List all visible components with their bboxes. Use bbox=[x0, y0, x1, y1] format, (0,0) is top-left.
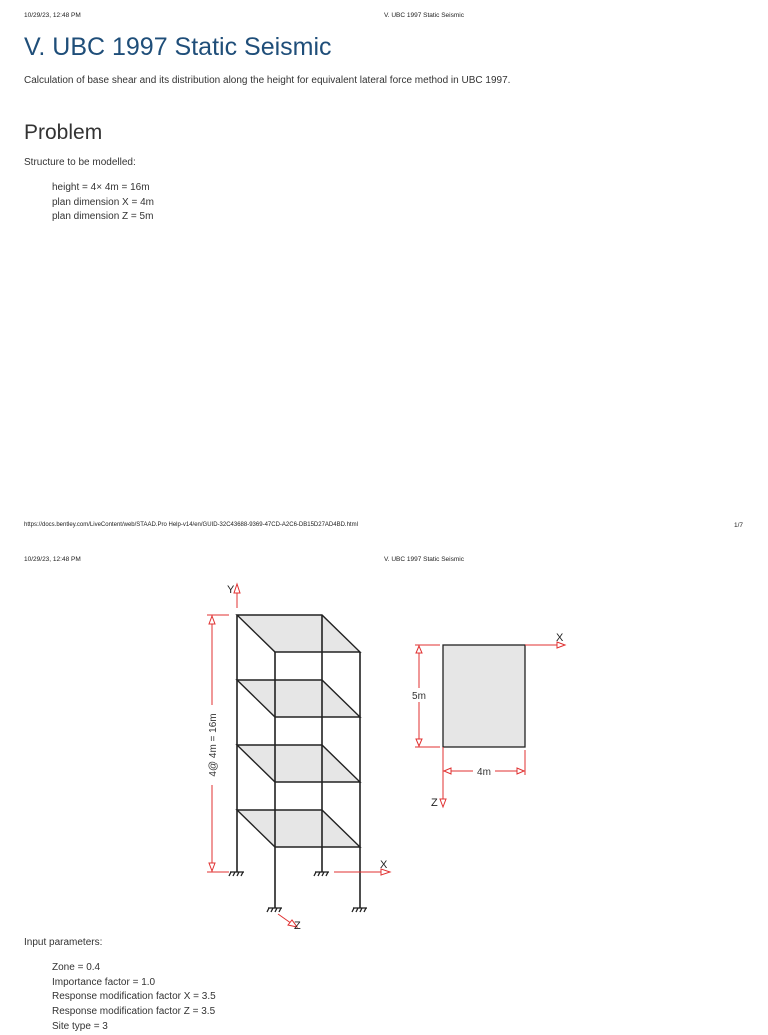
plan-view-diagram bbox=[400, 622, 580, 818]
plan-z-arrow-icon bbox=[440, 799, 446, 807]
page-title: V. UBC 1997 Static Seismic bbox=[24, 33, 332, 61]
floor-slab-2 bbox=[237, 745, 360, 782]
x-axis-label: X bbox=[380, 859, 388, 871]
z-axis-label: Z bbox=[294, 920, 301, 932]
frame-elevation-diagram bbox=[0, 570, 420, 940]
height-dimension-label: 4@ 4m = 16m bbox=[208, 713, 219, 777]
input-item-r-x: Response modification factor X = 3.5 bbox=[52, 991, 216, 1003]
input-parameters-label: Input parameters: bbox=[24, 937, 103, 948]
page1-header-title: V. UBC 1997 Static Seismic bbox=[384, 12, 464, 19]
roof-slab bbox=[237, 615, 360, 652]
input-item-r-z: Response modification factor Z = 3.5 bbox=[52, 1006, 216, 1018]
input-item-importance: Importance factor = 1.0 bbox=[52, 976, 156, 988]
intro-text: Calculation of base shear and its distribution along the height for equivalent lateral force method in UBC 1997. bbox=[24, 75, 511, 86]
y-axis-label: Y bbox=[227, 584, 235, 596]
plan-x-axis-label: X bbox=[556, 632, 564, 644]
structure-list bbox=[52, 181, 154, 225]
input-parameters-list bbox=[52, 961, 216, 1035]
structure-label: Structure to be modelled: bbox=[24, 157, 136, 168]
input-item-zone: Zone = 0.4 bbox=[52, 962, 101, 973]
problem-heading: Problem bbox=[24, 121, 103, 144]
fixed-supports bbox=[229, 872, 367, 912]
page1-footer-page-number: 1/7 bbox=[734, 522, 744, 529]
structure-item-plan-x: plan dimension X = 4m bbox=[52, 196, 155, 208]
plan-x-dimension-label: 4m bbox=[477, 767, 491, 778]
page1-header-date: 10/29/23, 12:48 PM bbox=[24, 12, 81, 19]
plan-z-dimension-label: 5m bbox=[412, 691, 426, 702]
floor-slab-3 bbox=[237, 680, 360, 717]
page2-header-title: V. UBC 1997 Static Seismic bbox=[384, 556, 464, 563]
plan-z-axis-label: Z bbox=[431, 797, 438, 809]
floor-slabs bbox=[237, 615, 360, 847]
structure-item-plan-z: plan dimension Z = 5m bbox=[52, 211, 154, 223]
floor-slab-1 bbox=[237, 810, 360, 847]
structure-item-height: height = 4× 4m = 16m bbox=[52, 182, 150, 193]
plan-rectangle bbox=[443, 645, 525, 747]
y-axis-arrow-icon bbox=[234, 584, 240, 593]
input-item-site-type: Site type = 3 bbox=[52, 1020, 108, 1032]
page1-footer-url: https://docs.bentley.com/LiveContent/web/STAAD.Pro Help-v14/en/GUID-32C43688-9369-47CD-A2C6-DB15D27AD4BD.html bbox=[24, 522, 358, 528]
page2-header-date: 10/29/23, 12:48 PM bbox=[24, 556, 81, 563]
